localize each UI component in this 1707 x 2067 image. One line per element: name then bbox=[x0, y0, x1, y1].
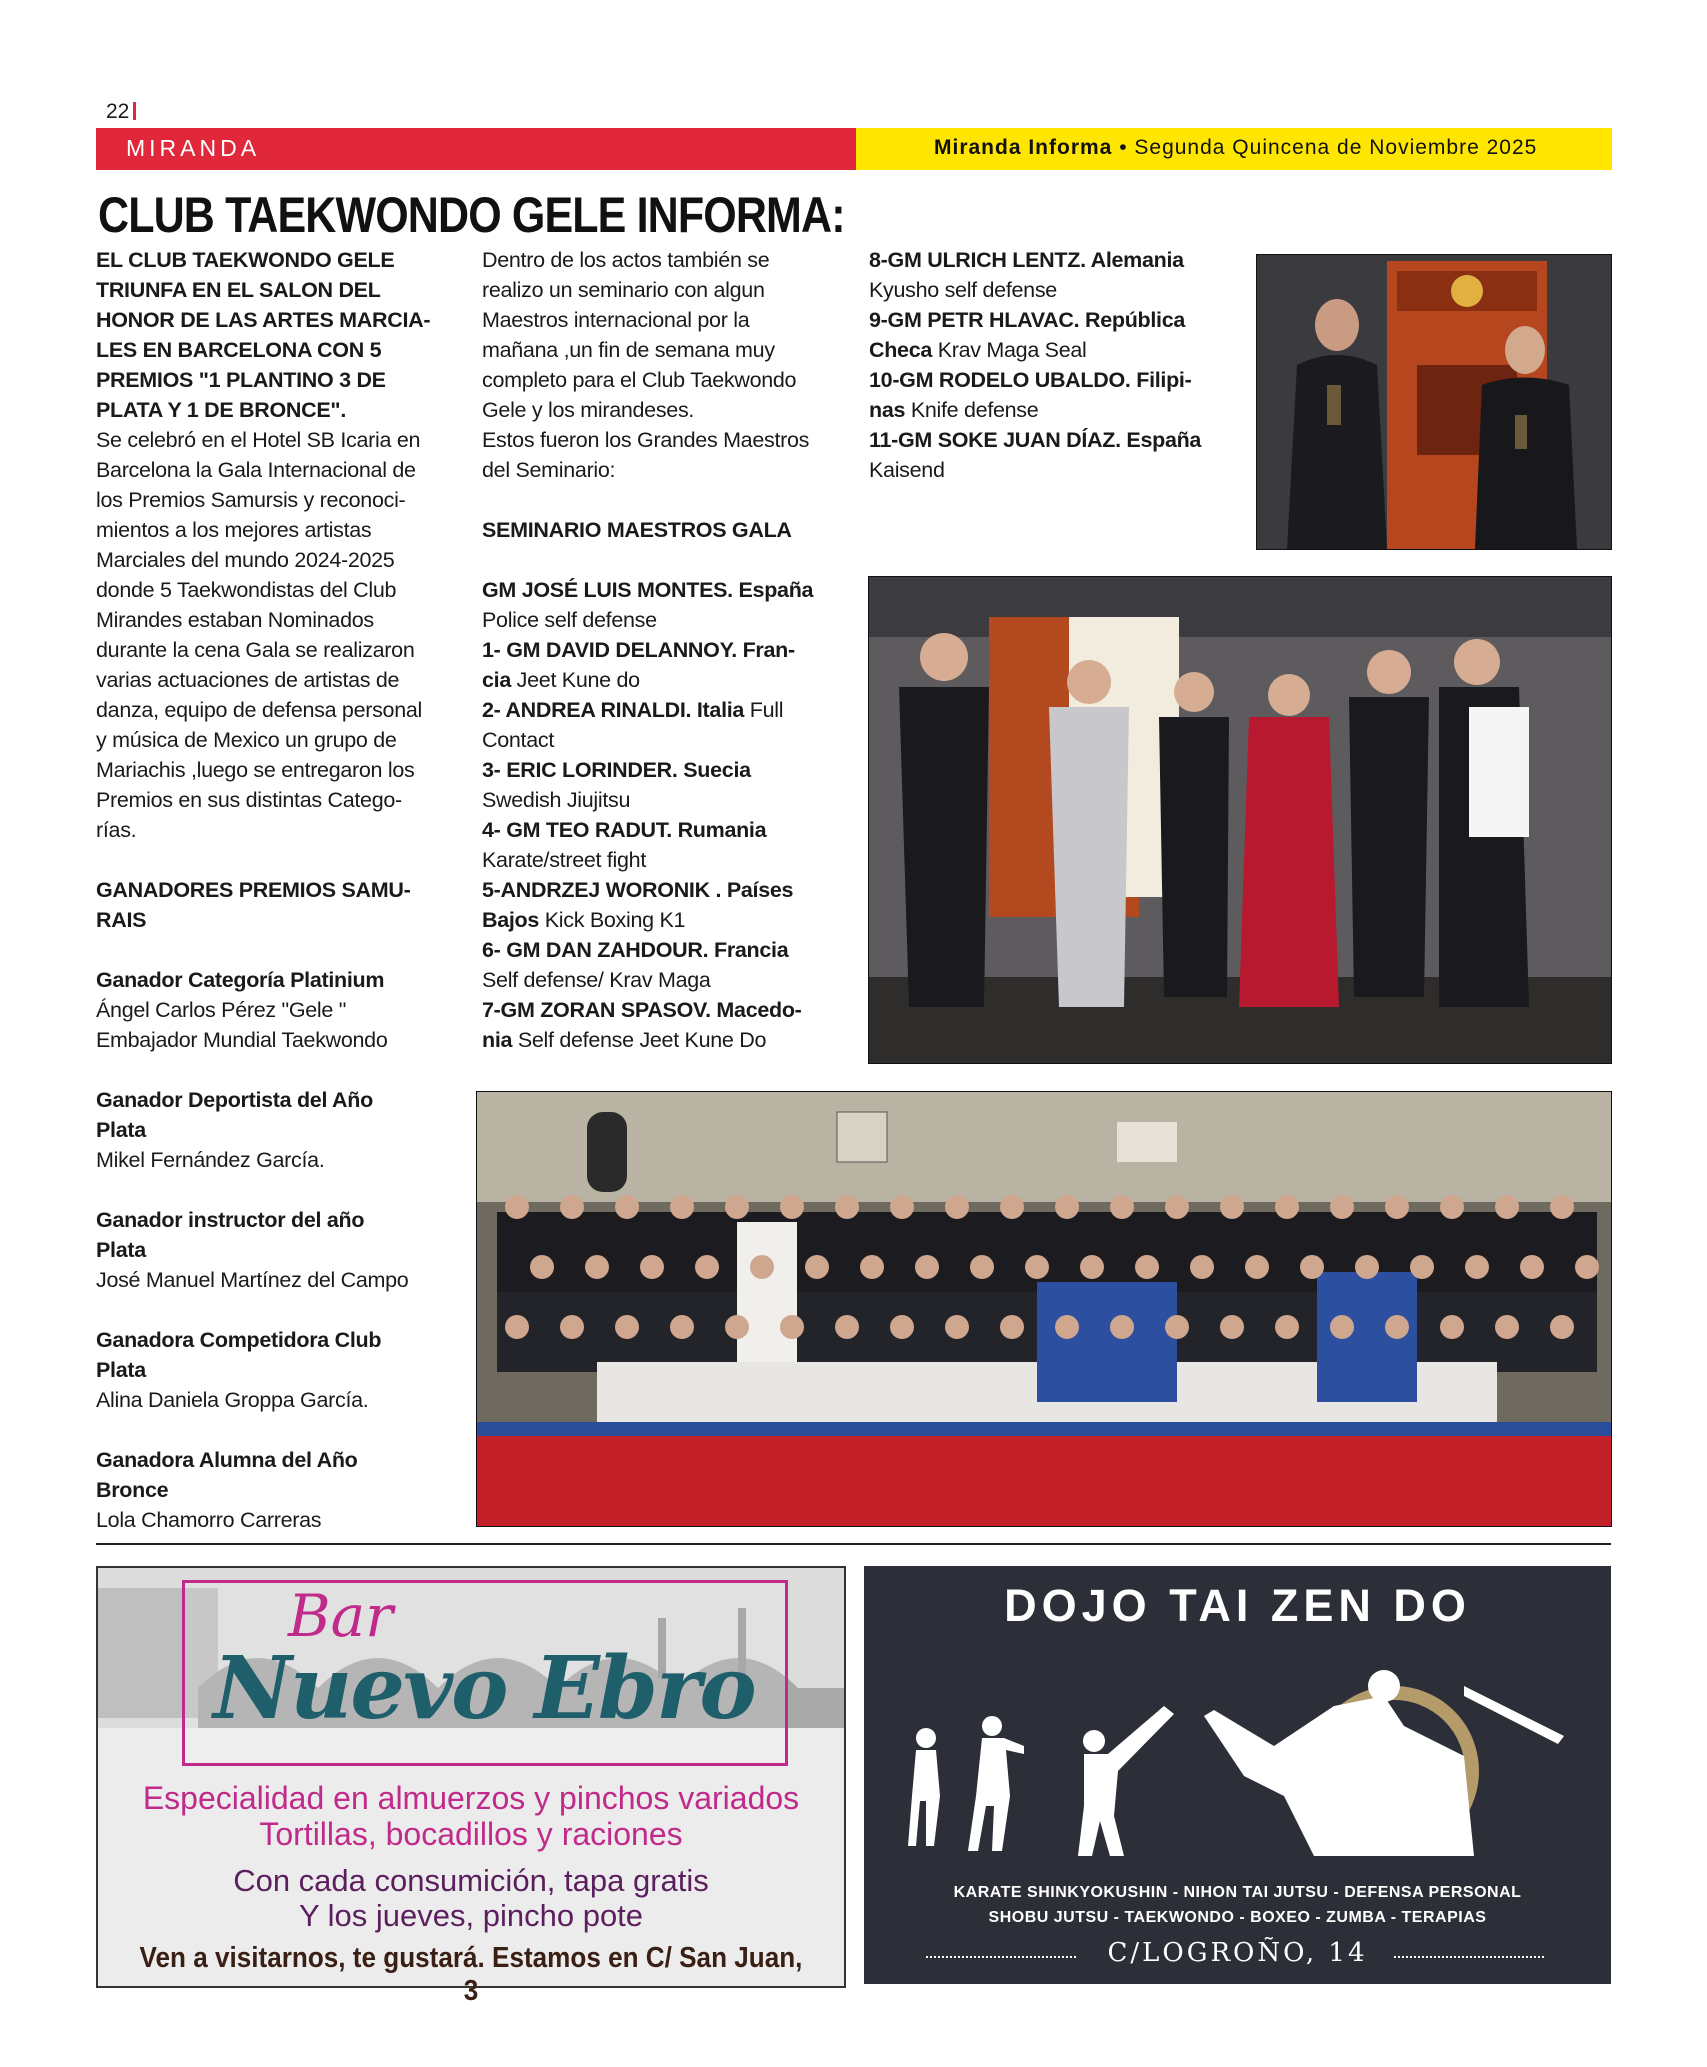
dojo-address: C/LOGROÑO, 14 bbox=[1107, 1938, 1368, 1968]
seminar-face-mark bbox=[1520, 1255, 1544, 1279]
seminar-face-mark bbox=[1495, 1195, 1519, 1219]
winner-name: Lola Chamorro Carreras bbox=[96, 1508, 322, 1532]
lead-body-line: los Premios Samursis y reconoci- bbox=[96, 488, 406, 512]
lead-body-line: Mariachis ,luego se entregaron los bbox=[96, 758, 415, 782]
winner-name: José Manuel Martínez del Campo bbox=[96, 1268, 409, 1292]
seminar-face-mark bbox=[970, 1255, 994, 1279]
winner-name: Alina Daniela Groppa García. bbox=[96, 1388, 369, 1412]
seminar-face-mark bbox=[1110, 1315, 1134, 1339]
seminar-face-mark bbox=[780, 1315, 804, 1339]
lead-body-line: durante la cena Gala se realizaron bbox=[96, 638, 415, 662]
winners-heading: RAIS bbox=[96, 908, 147, 932]
bar-ad-address: Ven a visitarnos, te gustará. Estamos en C/ San Juan, 3 bbox=[139, 1942, 803, 2007]
lead-body-line: Marciales del mundo 2024-2025 bbox=[96, 548, 395, 572]
seminar-master-line: Bajos Kick Boxing K1 bbox=[482, 908, 686, 932]
masthead-text: Miranda Informa • Segunda Quincena de Noviembre 2025 bbox=[934, 136, 1538, 159]
seminar-face-mark bbox=[1000, 1195, 1024, 1219]
seminar-master-line: 1- GM DAVID DELANNOY. Fran- bbox=[482, 638, 795, 662]
seminar-face-mark bbox=[835, 1195, 859, 1219]
lead-bold-line: PREMIOS "1 PLANTINO 3 DE bbox=[96, 368, 386, 392]
seminar-face-mark bbox=[1330, 1315, 1354, 1339]
winner-category: Bronce bbox=[96, 1478, 169, 1502]
seminar-face-mark bbox=[1440, 1315, 1464, 1339]
seminar-master-line: 5-ANDRZEJ WORONIK . Países bbox=[482, 878, 794, 902]
seminar-face-mark bbox=[1025, 1255, 1049, 1279]
seminar-face-mark bbox=[1165, 1195, 1189, 1219]
lead-bold-line: EL CLUB TAEKWONDO GELE bbox=[96, 248, 395, 272]
seminar-face-mark bbox=[505, 1315, 529, 1339]
seminar-intro-line: Dentro de los actos también se bbox=[482, 248, 770, 272]
seminar-face-mark bbox=[890, 1195, 914, 1219]
seminar-intro-line: del Seminario: bbox=[482, 458, 616, 482]
seminar-heading: SEMINARIO MAESTROS GALA bbox=[482, 518, 792, 542]
seminar-face-mark bbox=[640, 1255, 664, 1279]
seminar-master-line: Contact bbox=[482, 728, 554, 752]
seminar-face-mark bbox=[1220, 1315, 1244, 1339]
lead-body-line: mientos a los mejores artistas bbox=[96, 518, 372, 542]
winner-name: Mikel Fernández García. bbox=[96, 1148, 325, 1172]
winner-category: Plata bbox=[96, 1358, 146, 1382]
lead-bold-line: TRIUNFA EN EL SALON DEL bbox=[96, 278, 381, 302]
lead-bold-line: LES EN BARCELONA CON 5 bbox=[96, 338, 382, 362]
seminar-face-mark bbox=[1550, 1315, 1574, 1339]
seminar-master-line: nas Knife defense bbox=[869, 398, 1039, 422]
seminar-face-mark bbox=[915, 1255, 939, 1279]
ad-dojo-tai-zen-do bbox=[864, 1566, 1611, 1984]
photo-seminar-group bbox=[476, 1091, 1612, 1527]
seminar-face-mark bbox=[1385, 1195, 1409, 1219]
martial-arts-silhouettes-icon bbox=[864, 1646, 1611, 1876]
seminar-intro-line: completo para el Club Taekwondo bbox=[482, 368, 797, 392]
seminar-face-mark bbox=[1245, 1255, 1269, 1279]
seminar-face-mark bbox=[615, 1195, 639, 1219]
lead-body-line: rías. bbox=[96, 818, 137, 842]
seminar-master-line: 10-GM RODELO UBALDO. Filipi- bbox=[869, 368, 1192, 392]
seminar-face-mark bbox=[1055, 1315, 1079, 1339]
seminar-face-mark bbox=[615, 1315, 639, 1339]
seminar-master-line: Kaisend bbox=[869, 458, 945, 482]
seminar-master-line: cia Jeet Kune do bbox=[482, 668, 640, 692]
seminar-face-mark bbox=[670, 1195, 694, 1219]
article-column-1 bbox=[96, 245, 456, 1535]
dojo-title: DOJO TAI ZEN DO bbox=[1004, 1580, 1471, 1631]
article-headline: CLUB TAEKWONDO GELE INFORMA: bbox=[98, 187, 845, 243]
seminar-face-mark bbox=[945, 1315, 969, 1339]
winner-category: Ganador Categoría Platinium bbox=[96, 968, 385, 992]
lead-bold-line: PLATA Y 1 DE BRONCE". bbox=[96, 398, 346, 422]
seminar-master-line: Kyusho self defense bbox=[869, 278, 1057, 302]
seminar-face-mark bbox=[1330, 1195, 1354, 1219]
seminar-face-mark bbox=[585, 1255, 609, 1279]
bar-ad-line4: Y los jueves, pincho pote bbox=[298, 1898, 644, 1933]
winner-category: Plata bbox=[96, 1238, 146, 1262]
article-column-3 bbox=[869, 245, 1239, 485]
masthead-band bbox=[856, 128, 1612, 170]
seminar-face-mark bbox=[530, 1255, 554, 1279]
seminar-master-line: 3- ERIC LORINDER. Suecia bbox=[482, 758, 751, 782]
seminar-master-line: 7-GM ZORAN SPASOV. Macedo- bbox=[482, 998, 802, 1022]
lead-bold-line: HONOR DE LAS ARTES MARCIA- bbox=[96, 308, 431, 332]
dojo-services-line2: SHOBU JUTSU - TAEKWONDO - BOXEO - ZUMBA - TERAPIAS bbox=[988, 1909, 1487, 1926]
page-divider bbox=[96, 1543, 1611, 1545]
photo-award-group bbox=[868, 576, 1612, 1064]
photo-award-group-illustration bbox=[869, 577, 1611, 1063]
photo-award-duo-illustration bbox=[1257, 255, 1611, 549]
seminar-master-line: 6- GM DAN ZAHDOUR. Francia bbox=[482, 938, 789, 962]
seminar-intro-line: Gele y los mirandeses. bbox=[482, 398, 695, 422]
winner-category: Ganadora Alumna del Año bbox=[96, 1448, 358, 1472]
seminar-face-mark bbox=[1385, 1315, 1409, 1339]
bar-ad-line2: Tortillas, bocadillos y raciones bbox=[259, 1816, 683, 1852]
seminar-face-mark bbox=[835, 1315, 859, 1339]
bar-logo-main: Nuevo Ebro bbox=[213, 1638, 755, 1739]
seminar-master-line: 4- GM TEO RADUT. Rumania bbox=[482, 818, 767, 842]
seminar-master-line: Self defense/ Krav Maga bbox=[482, 968, 711, 992]
winner-category: Ganador instructor del año bbox=[96, 1208, 365, 1232]
seminar-intro-line: Estos fueron los Grandes Maestros bbox=[482, 428, 810, 452]
seminar-face-mark bbox=[1440, 1195, 1464, 1219]
seminar-face-mark bbox=[1000, 1315, 1024, 1339]
seminar-master-line: Karate/street fight bbox=[482, 848, 647, 872]
bar-logo-top: Bar bbox=[288, 1582, 393, 1650]
bar-ad-line3: Con cada consumición, tapa gratis bbox=[233, 1863, 709, 1898]
seminar-face-mark bbox=[1465, 1255, 1489, 1279]
winner-category: Plata bbox=[96, 1118, 146, 1142]
dojo-services-line1: KARATE SHINKYOKUSHIN - NIHON TAI JUTSU - DEFENSA PERSONAL bbox=[953, 1884, 1522, 1901]
lead-body-line: danza, equipo de defensa personal bbox=[96, 698, 423, 722]
seminar-face-mark bbox=[1220, 1195, 1244, 1219]
lead-body-line: donde 5 Taekwondistas del Club bbox=[96, 578, 397, 602]
seminar-master-line: 11-GM SOKE JUAN DÍAZ. España bbox=[869, 428, 1202, 452]
seminar-face-mark bbox=[560, 1315, 584, 1339]
seminar-master-line: 8-GM ULRICH LENTZ. Alemania bbox=[869, 248, 1184, 272]
seminar-face-mark bbox=[1275, 1315, 1299, 1339]
seminar-face-mark bbox=[1055, 1195, 1079, 1219]
bar-ad-line1: Especialidad en almuerzos y pinchos variados bbox=[142, 1780, 800, 1816]
seminar-face-mark bbox=[695, 1255, 719, 1279]
lead-body-line: varias actuaciones de artistas de bbox=[96, 668, 400, 692]
lead-body-line: y música de Mexico un grupo de bbox=[96, 728, 397, 752]
seminar-face-mark bbox=[505, 1195, 529, 1219]
section-band bbox=[96, 128, 856, 170]
seminar-face-mark bbox=[560, 1195, 584, 1219]
seminar-master-line: Checa Krav Maga Seal bbox=[869, 338, 1087, 362]
seminar-face-mark bbox=[890, 1315, 914, 1339]
seminar-face-mark bbox=[1080, 1255, 1104, 1279]
seminar-face-mark bbox=[1575, 1255, 1599, 1279]
lead-body-line: Barcelona la Gala Internacional de bbox=[96, 458, 416, 482]
seminar-face-mark bbox=[1495, 1315, 1519, 1339]
article-column-2 bbox=[482, 245, 852, 1055]
seminar-intro-line: mañana ,un fin de semana muy bbox=[482, 338, 775, 362]
seminar-face-mark bbox=[780, 1195, 804, 1219]
ad-bar-nuevo-ebro bbox=[96, 1566, 846, 2007]
seminar-master-line: 2- ANDREA RINALDI. Italia Full bbox=[482, 698, 784, 722]
seminar-face-mark bbox=[1165, 1315, 1189, 1339]
winner-category: Ganadora Competidora Club bbox=[96, 1328, 382, 1352]
seminar-face-mark bbox=[750, 1255, 774, 1279]
seminar-intro-line: realizo un seminario con algun bbox=[482, 278, 765, 302]
seminar-face-mark bbox=[805, 1255, 829, 1279]
photo-seminar-group-illustration bbox=[477, 1092, 1611, 1526]
seminar-master-line: GM JOSÉ LUIS MONTES. España bbox=[482, 578, 814, 602]
winner-name: Ángel Carlos Pérez "Gele " bbox=[96, 998, 347, 1022]
seminar-face-mark bbox=[1300, 1255, 1324, 1279]
lead-body-line: Premios en sus distintas Catego- bbox=[96, 788, 402, 812]
seminar-master-line: Police self defense bbox=[482, 608, 657, 632]
seminar-face-mark bbox=[1135, 1255, 1159, 1279]
page-number: 22 bbox=[106, 100, 136, 124]
seminar-face-mark bbox=[945, 1195, 969, 1219]
seminar-face-mark bbox=[1550, 1195, 1574, 1219]
seminar-face-mark bbox=[670, 1315, 694, 1339]
winner-name: Embajador Mundial Taekwondo bbox=[96, 1028, 388, 1052]
seminar-face-mark bbox=[1355, 1255, 1379, 1279]
winner-category: Ganador Deportista del Año bbox=[96, 1088, 373, 1112]
lead-body-line: Mirandes estaban Nominados bbox=[96, 608, 374, 632]
section-label: MIRANDA bbox=[126, 135, 261, 161]
seminar-face-mark bbox=[725, 1195, 749, 1219]
seminar-face-mark bbox=[1110, 1195, 1134, 1219]
photo-award-duo bbox=[1256, 254, 1612, 550]
seminar-master-line: Swedish Jiujitsu bbox=[482, 788, 631, 812]
seminar-master-line: 9-GM PETR HLAVAC. República bbox=[869, 308, 1186, 332]
seminar-face-mark bbox=[860, 1255, 884, 1279]
winners-heading: GANADORES PREMIOS SAMU- bbox=[96, 878, 411, 902]
seminar-face-mark bbox=[1410, 1255, 1434, 1279]
lead-body-line: Se celebró en el Hotel SB Icaria en bbox=[96, 428, 421, 452]
seminar-face-mark bbox=[725, 1315, 749, 1339]
seminar-master-line: nia Self defense Jeet Kune Do bbox=[482, 1028, 767, 1052]
seminar-face-mark bbox=[1190, 1255, 1214, 1279]
seminar-face-mark bbox=[1275, 1195, 1299, 1219]
seminar-intro-line: Maestros internacional por la bbox=[482, 308, 750, 332]
dojo-divider-right bbox=[1394, 1956, 1544, 1958]
